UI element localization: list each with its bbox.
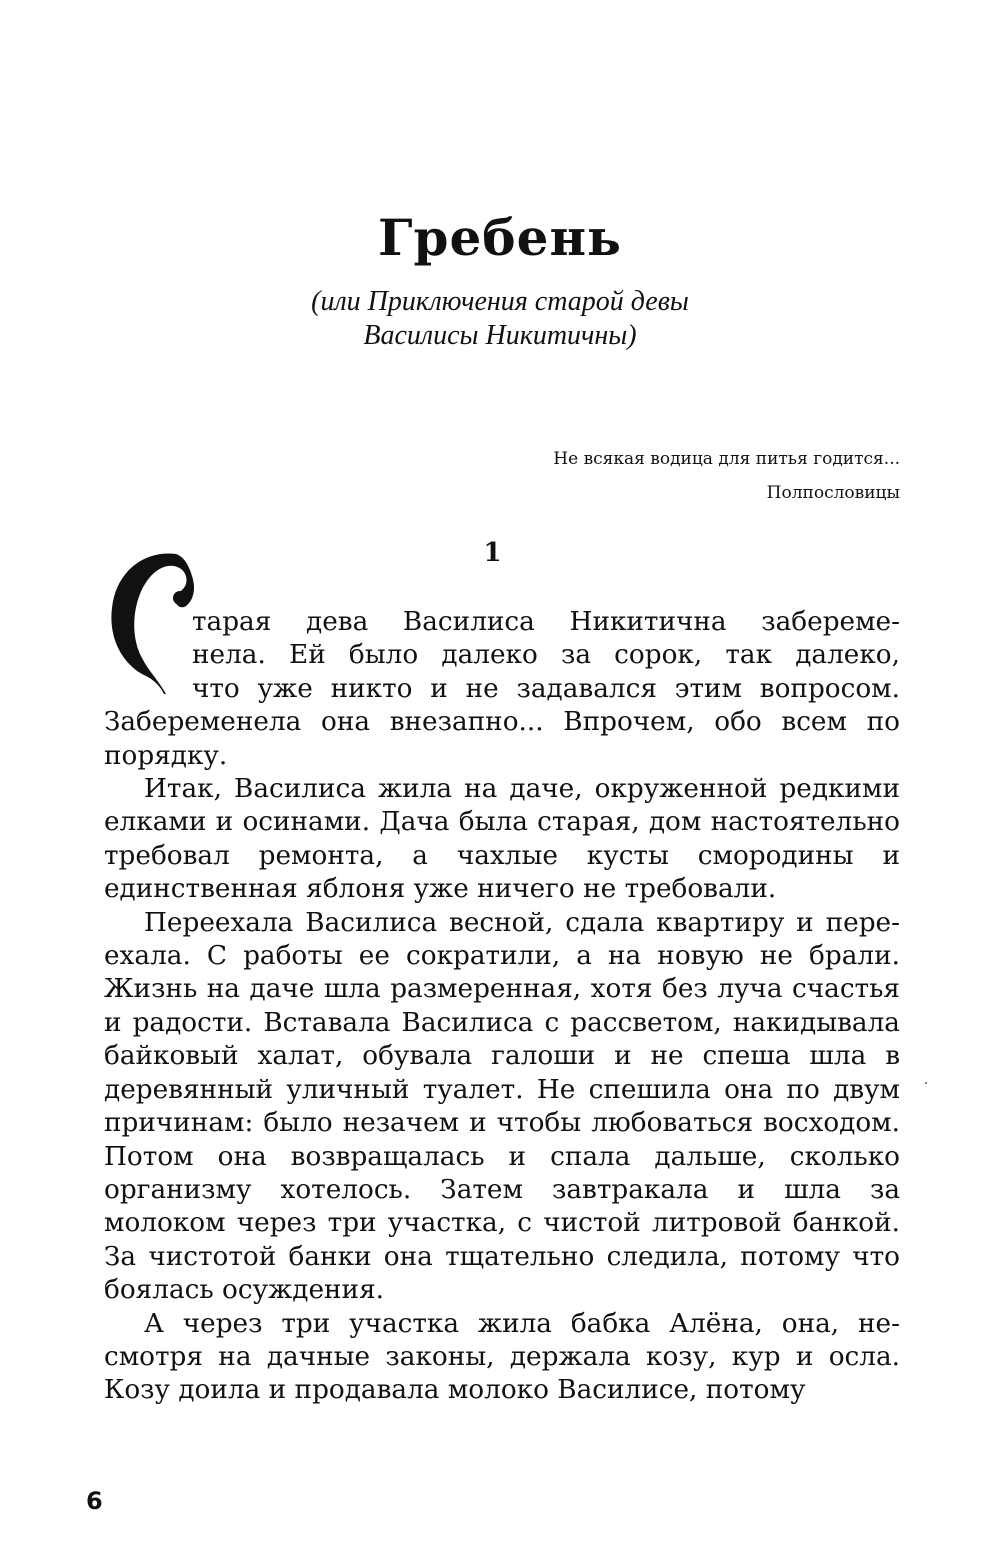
page-title: Гребень xyxy=(378,208,622,267)
epigraph-source: Полпословицы xyxy=(766,483,900,503)
paragraph-1-rest: Забеременела она внезапно... Впрочем, обо всем по порядку. xyxy=(104,707,900,771)
page-number: 6 xyxy=(86,1487,103,1515)
epigraph xyxy=(553,442,900,510)
chapter-number: 1 xyxy=(483,538,502,568)
paragraph-1-line-1: тарая дева Василиса Никитична забереме- xyxy=(192,607,900,637)
drop-cap-dot xyxy=(173,591,187,605)
body-text xyxy=(104,606,900,1408)
subtitle-line-1: (или Приключения старой девы xyxy=(311,286,689,317)
subtitle xyxy=(0,285,1000,353)
epigraph-text: Не всякая водица для питья годится... xyxy=(553,449,900,469)
paragraph-1-line-3: что уже никто и не задавался этим вопросом. xyxy=(192,673,900,704)
subtitle-line-2: Василисы Никитичны) xyxy=(363,320,637,351)
print-speck xyxy=(925,1082,927,1084)
paragraph-4: А через три участка жила бабка Алёна, она, несмотря на дачные законы, держала козу, кур и осла. Козу доила и продавала молоко Василисе, потому xyxy=(104,1308,900,1406)
paragraph-1-line-2: нела. Ей было далеко за сорок, так далеко, xyxy=(192,640,900,671)
paragraph-1 xyxy=(104,606,900,773)
paragraph-2: Итак, Василиса жила на даче, окруженной редкими елками и осинами. Дача была старая, дом настоятельно требовал ремонта, а чахлые кусты смородины и единственная яблоня уже ничего не требовали. xyxy=(104,774,900,905)
paragraph-3: Переехала Василиса весной, сдала квартиру и переехала. С работы ее сократили, а на новую не брали. Жизнь на даче шла размеренная, хотя без луча счастья и радости. Вставала Василиса с рассветом, накидывала байковый халат, обувала галоши и не спеша шла в деревянный уличный туалет. Не спешила она по двум причинам: было незачем и чтобы любоваться восходом. Потом она возвращалась и спала дальше, сколько организму хотелось. Затем завтракала и шла за молоком через три участка, с чистой литровой банкой. За чистотой банки она тщательно следила, потому что боялась осуждения. xyxy=(104,907,900,1306)
